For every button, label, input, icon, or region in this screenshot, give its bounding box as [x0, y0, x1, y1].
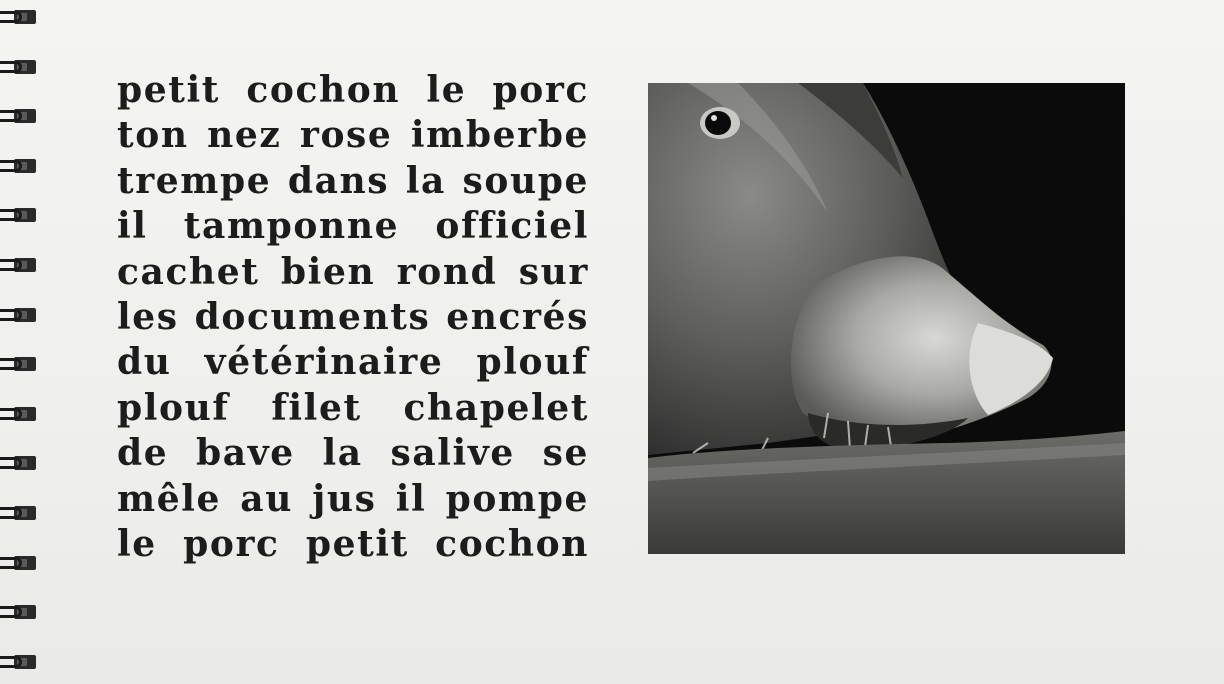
binding-wire: [0, 557, 22, 569]
poem-line: du vétérinaire plouf: [117, 341, 589, 384]
binding-ring: [0, 355, 36, 373]
binding-ring: [0, 8, 36, 26]
poem-line: cachet bien rond sur: [117, 250, 589, 293]
binding-ring: [0, 306, 36, 324]
binding-wire: [0, 457, 22, 469]
poem-line: de bave la salive se: [117, 432, 589, 475]
binding-wire: [0, 507, 22, 519]
binding-ring: [0, 653, 36, 671]
binding-wire: [0, 358, 22, 370]
binding-wire: [0, 259, 22, 271]
poem-line: trempe dans la soupe: [117, 159, 589, 202]
binding-ring: [0, 58, 36, 76]
binding-ring: [0, 107, 36, 125]
binding-wire: [0, 606, 22, 618]
binding-ring: [0, 504, 36, 522]
spiral-binding: [0, 0, 40, 684]
binding-wire: [0, 61, 22, 73]
pig-snout-photo: [648, 83, 1125, 554]
binding-ring: [0, 554, 36, 572]
binding-wire: [0, 110, 22, 122]
poem-line: le porc petit cochon: [117, 522, 589, 565]
binding-ring: [0, 405, 36, 423]
poem-line: ton nez rose imberbe: [117, 114, 589, 157]
binding-ring: [0, 603, 36, 621]
poem-line: plouf filet chapelet: [117, 386, 589, 429]
binding-ring: [0, 206, 36, 224]
binding-wire: [0, 656, 22, 668]
binding-wire: [0, 209, 22, 221]
binding-wire: [0, 11, 22, 23]
pig-snout-illustration: [648, 83, 1125, 554]
poem-line: les documents encrés: [117, 295, 589, 338]
binding-ring: [0, 256, 36, 274]
poem-text: [117, 68, 589, 567]
binding-wire: [0, 408, 22, 420]
poem-line: mêle au jus il pompe: [117, 477, 589, 520]
binding-wire: [0, 160, 22, 172]
poem-line: il tamponne officiel: [117, 205, 589, 248]
binding-wire: [0, 309, 22, 321]
binding-ring: [0, 157, 36, 175]
binding-ring: [0, 454, 36, 472]
poem-line: petit cochon le porc: [117, 69, 589, 111]
